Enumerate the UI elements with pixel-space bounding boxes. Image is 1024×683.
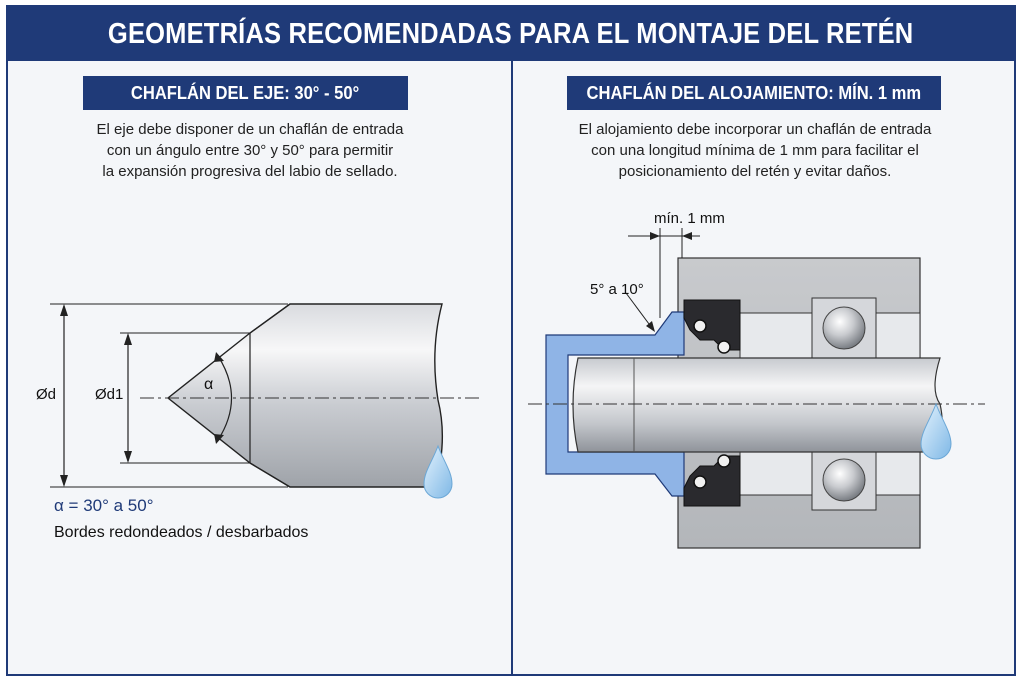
housing-desc-line-3: posicionamiento del retén y evitar daños. [618, 163, 892, 180]
shaft-chamfer-heading-text: CHAFLÁN DEL EJE: 30° - 50° [131, 82, 360, 103]
spring-icon [718, 455, 730, 467]
od1-arrow-bottom [124, 451, 132, 463]
bearing-ball-bottom [823, 459, 865, 501]
min-dim-arrow-right [682, 232, 692, 240]
od1-label: Ød1 [95, 386, 124, 403]
edges-note: Bordes redondeados / desbarbados [54, 524, 309, 541]
chamfer-angle-label: 5° a 10° [590, 281, 644, 298]
angle-leader-line [626, 293, 652, 328]
od-label: Ød [36, 386, 57, 403]
spring-icon [694, 476, 706, 488]
spring-icon [718, 341, 730, 353]
shaft-desc-line-1: El eje debe disponer de un chaflán de entrada [96, 121, 404, 138]
min-length-label: mín. 1 mm [654, 210, 725, 227]
od-arrow-top [60, 304, 68, 316]
shaft-body [168, 304, 442, 487]
housing-drawing [528, 228, 985, 548]
od1-arrow-top [124, 333, 132, 345]
right-shaft [573, 358, 942, 452]
page-title: GEOMETRÍAS RECOMENDADAS PARA EL MONTAJE DEL RETÉN [108, 17, 914, 50]
housing-chamfer-heading-text: CHAFLÁN DEL ALOJAMIENTO: MÍN. 1 mm [586, 82, 922, 103]
housing-desc-line-2: con una longitud mínima de 1 mm para facilitar el [591, 142, 919, 159]
min-dim-arrow-left [650, 232, 660, 240]
shaft-desc-line-3: la expansión progresiva del labio de sellado. [102, 163, 398, 180]
od-arrow-bottom [60, 475, 68, 487]
alpha-range-note: α = 30° a 50° [54, 496, 154, 515]
housing-desc-line-1: El alojamiento debe incorporar un chaflán de entrada [578, 121, 932, 138]
bearing-ball-top [823, 307, 865, 349]
spring-icon [694, 320, 706, 332]
shaft-desc-line-2: con un ángulo entre 30° y 50° para permitir [106, 142, 394, 159]
angle-leader-arrow [646, 321, 655, 332]
alpha-label: α [204, 376, 214, 393]
